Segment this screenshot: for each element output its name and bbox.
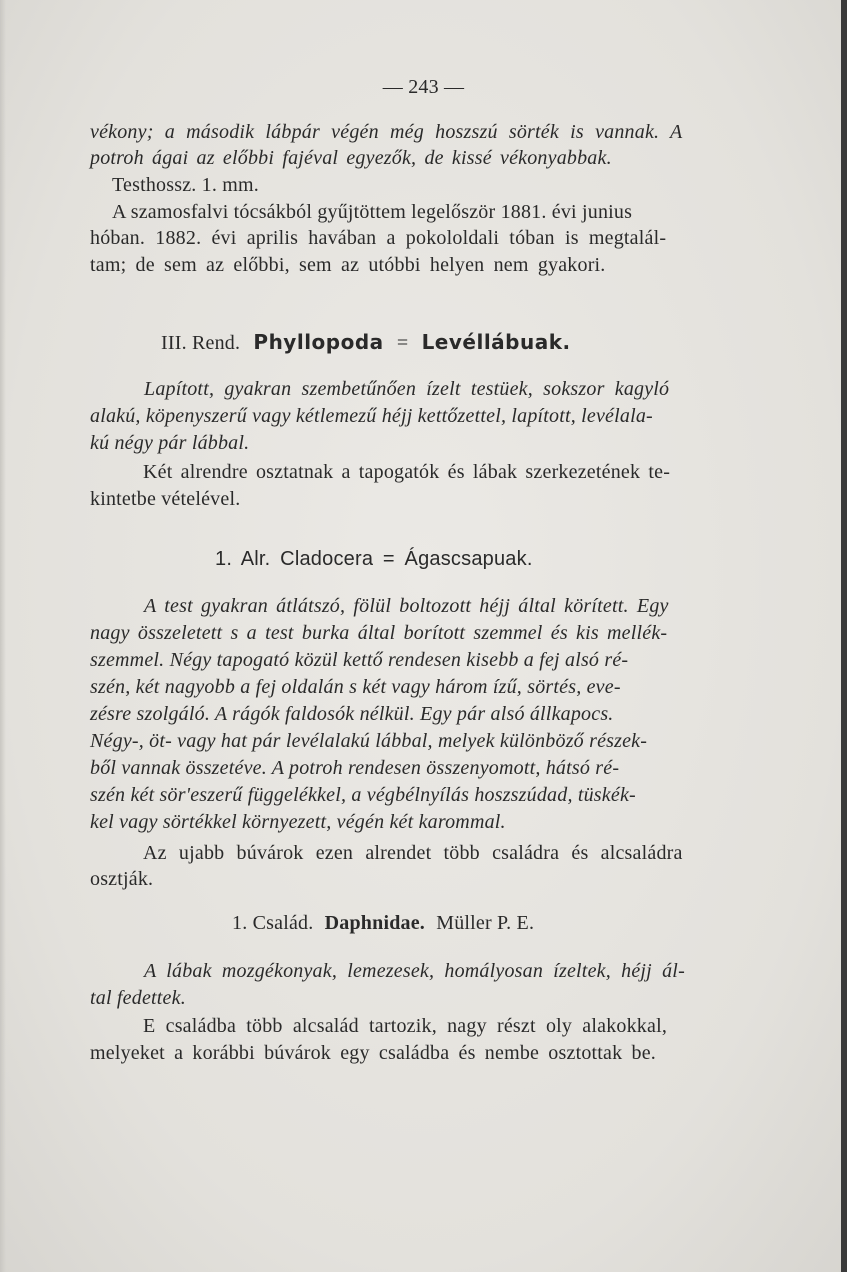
paragraph-4-line-2: alakú, köpenyszerű vagy kétlemezű héjj kettőzettel, lapított, levélala- <box>90 405 653 427</box>
paragraph-3-line-2: hóban. 1882. évi aprilis havában a pokololdali tóban is megtalál- <box>90 227 667 249</box>
paragraph-6-line-6: Négy-, öt- vagy hat pár levélalakú lábbal, melyek különböző részek- <box>90 730 648 752</box>
paragraph-5-line-1: Két alrendre osztatnak a tapogatók és lábak szerkezetének te- <box>143 461 671 483</box>
heading-suborder: 1. Alr. Cladocera = Ágascsapuak. <box>215 548 533 570</box>
heading-family <box>232 910 534 936</box>
paragraph-6-line-5: zésre szolgáló. A rágók faldosók nélkül. Egy pár alsó állkapocs. <box>90 703 614 725</box>
paragraph-8-line-2: tal fedettek. <box>90 987 186 1009</box>
paragraph-6-line-7: ből vannak összetéve. A potroh rendesen összenyomott, hátsó ré- <box>90 757 620 779</box>
heading-order-hu: Levéllábuak. <box>421 330 571 354</box>
heading-order-name: Phyllopoda <box>253 330 384 354</box>
heading-order-prefix: III. Rend. <box>161 332 241 354</box>
paragraph-3-line-3: tam; de sem az előbbi, sem az utóbbi helyen nem gyakori. <box>90 254 606 276</box>
paragraph-6-line-2: nagy összeletett s a test burka által borított szemmel és kis mellék- <box>90 622 668 644</box>
paragraph-9-line-1: E családba több alcsalád tartozik, nagy részt oly alakokkal, <box>143 1015 668 1037</box>
heading-order-eq: = <box>396 332 409 354</box>
heading-family-author: Müller P. E. <box>436 912 535 934</box>
paragraph-4-line-3: kú négy pár lábbal. <box>90 432 250 454</box>
paragraph-7-line-1: Az ujabb búvárok ezen alrendet több családra és alcsaládra <box>143 842 683 864</box>
heading-family-name: Daphnidae. <box>324 912 426 934</box>
heading-order <box>161 329 571 356</box>
paragraph-7-line-2: osztják. <box>90 868 154 890</box>
paragraph-2: Testhossz. 1. mm. <box>112 174 259 196</box>
paragraph-4-line-1: Lapított, gyakran szembetűnően ízelt testüek, sokszor kagyló <box>144 378 670 400</box>
heading-family-prefix: 1. Család. <box>232 912 314 934</box>
paragraph-6-line-3: szemmel. Négy tapogató közül kettő rendesen kisebb a fej alsó ré- <box>90 649 629 671</box>
paragraph-3-line-1: A szamosfalvi tócsákból gyűjtöttem legelőször 1881. évi junius <box>112 201 633 223</box>
paragraph-8-line-1: A lábak mozgékonyak, lemezesek, homályosan ízeltek, héjj ál- <box>144 960 685 982</box>
paragraph-5-line-2: kintetbe vételével. <box>90 488 241 510</box>
paragraph-6-line-1: A test gyakran átlátszó, fölül boltozott héjj által körített. Egy <box>144 595 669 617</box>
paragraph-1-line-2: potroh ágai az előbbi fajéval egyezők, de kissé vékonyabbak. <box>90 147 612 169</box>
paragraph-6-line-9: kel vagy sörtékkel környezett, végén két karommal. <box>90 811 506 833</box>
paragraph-6-line-4: szén, két nagyobb a fej oldalán s két vagy három ízű, sörtés, eve- <box>90 676 621 698</box>
paragraph-6-line-8: szén két sör'eszerű függelékkel, a végbélnyílás hoszszúdad, tüskék- <box>90 784 636 806</box>
paragraph-1-line-1: vékony; a második lábpár végén még hoszszú sörték is vannak. A <box>90 121 683 143</box>
paragraph-9-line-2: melyeket a korábbi búvárok egy családba és nembe osztottak be. <box>90 1042 656 1064</box>
page-number: — 243 — <box>382 76 465 98</box>
